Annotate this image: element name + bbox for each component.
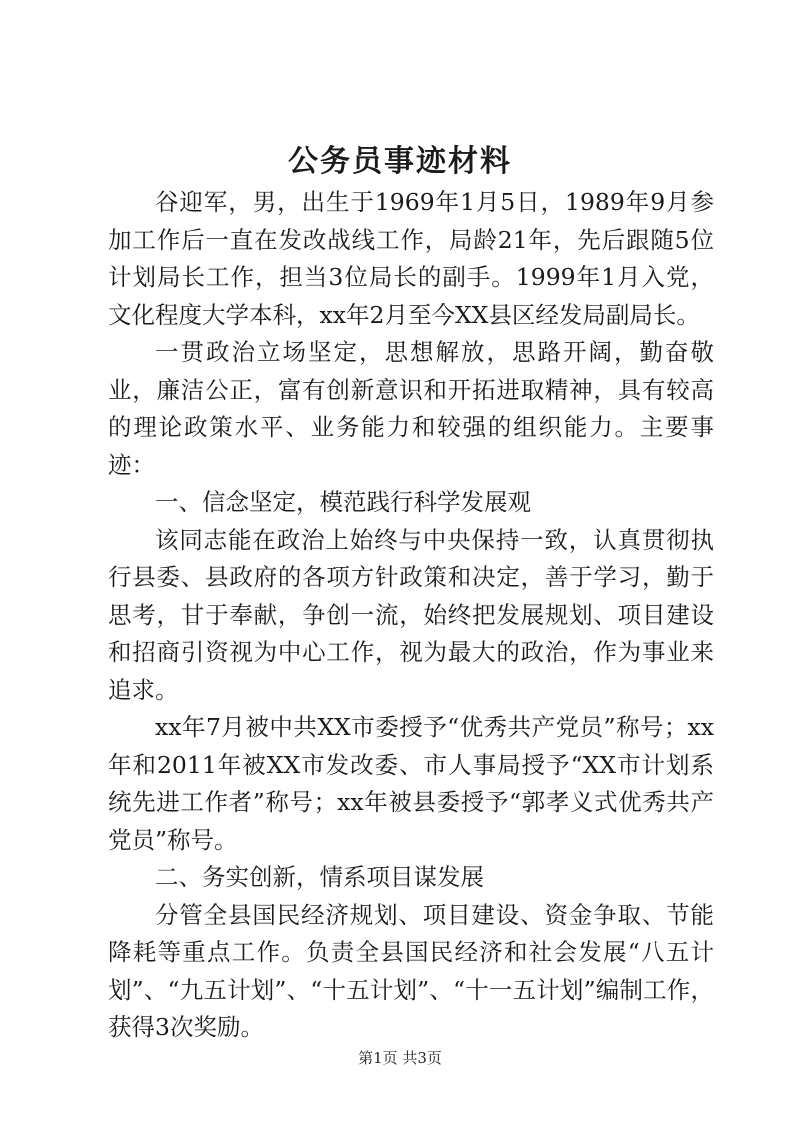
page-number-footer: 第1页 共3页 <box>358 1049 442 1067</box>
section-heading-1: 一、信念坚定，模范践行科学发展观 <box>155 488 531 516</box>
paragraph-biography: 谷迎军，男，出生于1969年1月5日，1989年9月参加工作后一直在发改战线工作，局龄21年，先后跟随5位计划局长工作，担当3位局长的副手。1999年1月入党，文化程度大学本科，xx年2月至今XX县区经发局副局长。 <box>108 188 714 329</box>
paragraph-section-1: 该同志能在政治上始终与中央保持一致，认真贯彻执行县委、县政府的各项方针政策和决定，善于学习，勤于思考，甘于奉献，争创一流，始终把发展规划、项目建设和招商引资视为中心工作，视为最大的政治，作为事业来追求。 <box>108 525 714 704</box>
paragraph-honors: xx年7月被中共XX市委授予“优秀共产党员”称号；xx年和2011年被XX市发改委、市人事局授予“XX市计划系统先进工作者”称号；xx年被县委授予“郭孝义式优秀共产党员”称号。 <box>108 713 714 854</box>
paragraph-summary: 一贯政治立场坚定，思想解放，思路开阔，勤奋敬业，廉洁公正，富有创新意识和开拓进取精神，具有较高的理论政策水平、业务能力和较强的组织能力。主要事迹： <box>108 338 714 479</box>
paragraph-section-2: 分管全县国民经济规划、项目建设、资金争取、节能降耗等重点工作。负责全县国民经济和社会发展“八五计划”、“九五计划”、“十五计划”、“十一五计划”编制工作，获得3次奖励。 <box>108 900 714 1041</box>
section-heading-2: 二、务实创新，情系项目谋发展 <box>155 863 484 891</box>
document-title: 公务员事迹材料 <box>288 144 512 179</box>
document-body <box>108 184 714 1047</box>
